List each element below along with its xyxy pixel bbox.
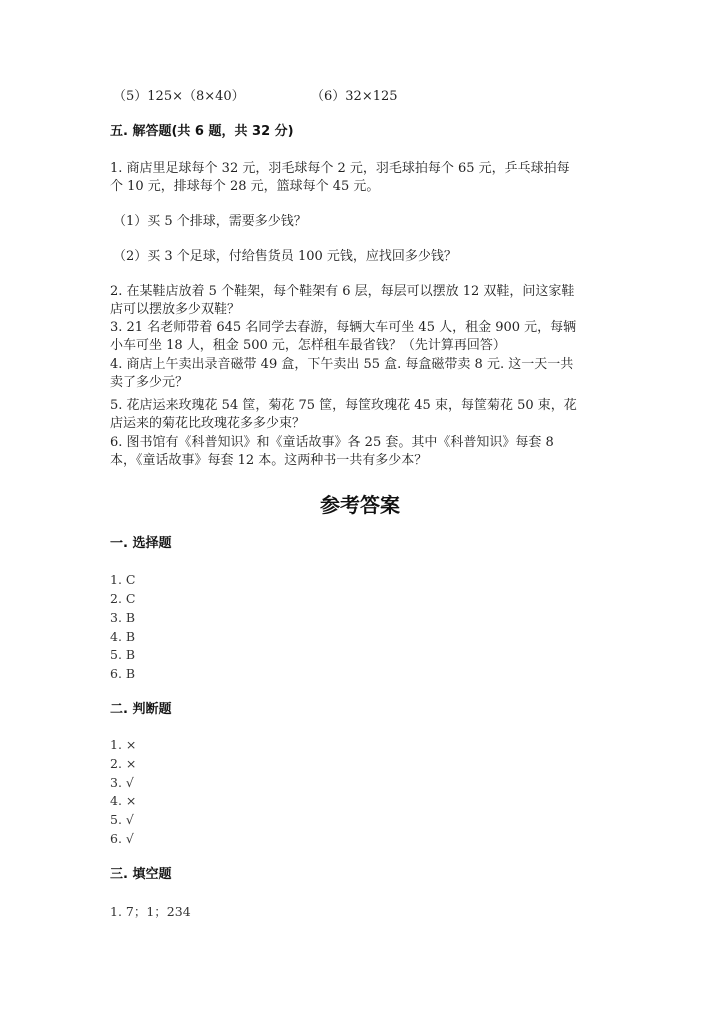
answer-item: 3. B bbox=[110, 610, 136, 625]
answer-item: 5. B bbox=[110, 647, 136, 662]
expression-5: （5）125×（8×40） bbox=[113, 89, 245, 104]
section-heading-word-problems: 五. 解答题(共 6 题，共 32 分) bbox=[110, 124, 294, 139]
answer-item: 2. C bbox=[110, 591, 136, 606]
question-3-line-2: 小车可坐 18 人，租金 500 元，怎样租车最省钱？（先计算再回答） bbox=[110, 338, 506, 353]
question-3-line-1: 3. 21 名老师带着 645 名同学去春游，每辆大车可坐 45 人，租金 900 元，每辆 bbox=[110, 320, 577, 335]
question-1-line-2: 个 10 元，排球每个 28 元，篮球每个 45 元。 bbox=[110, 179, 380, 194]
answer-heading-true-false: 二. 判断题 bbox=[110, 702, 172, 717]
answer-item: 1. × bbox=[110, 737, 137, 752]
question-2-line-1: 2. 在某鞋店放着 5 个鞋架，每个鞋架有 6 层，每层可以摆放 12 双鞋，问这家鞋 bbox=[110, 284, 575, 299]
answer-item: 3. √ bbox=[110, 775, 134, 790]
question-5-line-1: 5. 花店运来玫瑰花 54 筐，菊花 75 筐，每筐玫瑰花 45 束，每筐菊花 50 束，花 bbox=[110, 398, 577, 413]
answer-heading-multiple-choice: 一. 选择题 bbox=[110, 536, 172, 551]
answer-item: 2. × bbox=[110, 756, 137, 771]
answer-item: 5. √ bbox=[110, 812, 134, 827]
question-6-line-2: 本，《童话故事》每套 12 本。这两种书一共有多少本？ bbox=[110, 453, 428, 468]
answer-key-title: 参考答案 bbox=[320, 493, 400, 517]
expression-6: （6）32×125 bbox=[311, 89, 398, 104]
question-4-line-2: 卖了多少元？ bbox=[110, 375, 189, 390]
answer-item: 4. × bbox=[110, 793, 137, 808]
question-4-line-1: 4. 商店上午卖出录音磁带 49 盒，下午卖出 55 盒. 每盒磁带卖 8 元. 这一天一共 bbox=[110, 357, 574, 372]
answer-item: 1. C bbox=[110, 572, 136, 587]
answer-item: 6. √ bbox=[110, 831, 134, 846]
question-6-line-1: 6. 图书馆有《科普知识》和《童话故事》各 25 套。其中《科普知识》每套 8 bbox=[110, 435, 554, 450]
question-1-sub-1: （1）买 5 个排球，需要多少钱？ bbox=[113, 214, 307, 229]
question-2-line-2: 店可以摆放多少双鞋？ bbox=[110, 302, 241, 317]
expression-row bbox=[113, 88, 398, 106]
answer-item: 1. 7；1；234 bbox=[110, 904, 191, 919]
answer-heading-fill-in: 三. 填空题 bbox=[110, 867, 172, 882]
question-1-sub-2: （2）买 3 个足球，付给售货员 100 元钱，应找回多少钱？ bbox=[113, 249, 457, 264]
question-5-line-2: 店运来的菊花比玫瑰花多多少束？ bbox=[110, 416, 306, 431]
answer-item: 4. B bbox=[110, 629, 136, 644]
answer-item: 6. B bbox=[110, 666, 136, 681]
question-1-line-1: 1. 商店里足球每个 32 元，羽毛球每个 2 元，羽毛球拍每个 65 元，乒乓球拍每 bbox=[110, 161, 570, 176]
